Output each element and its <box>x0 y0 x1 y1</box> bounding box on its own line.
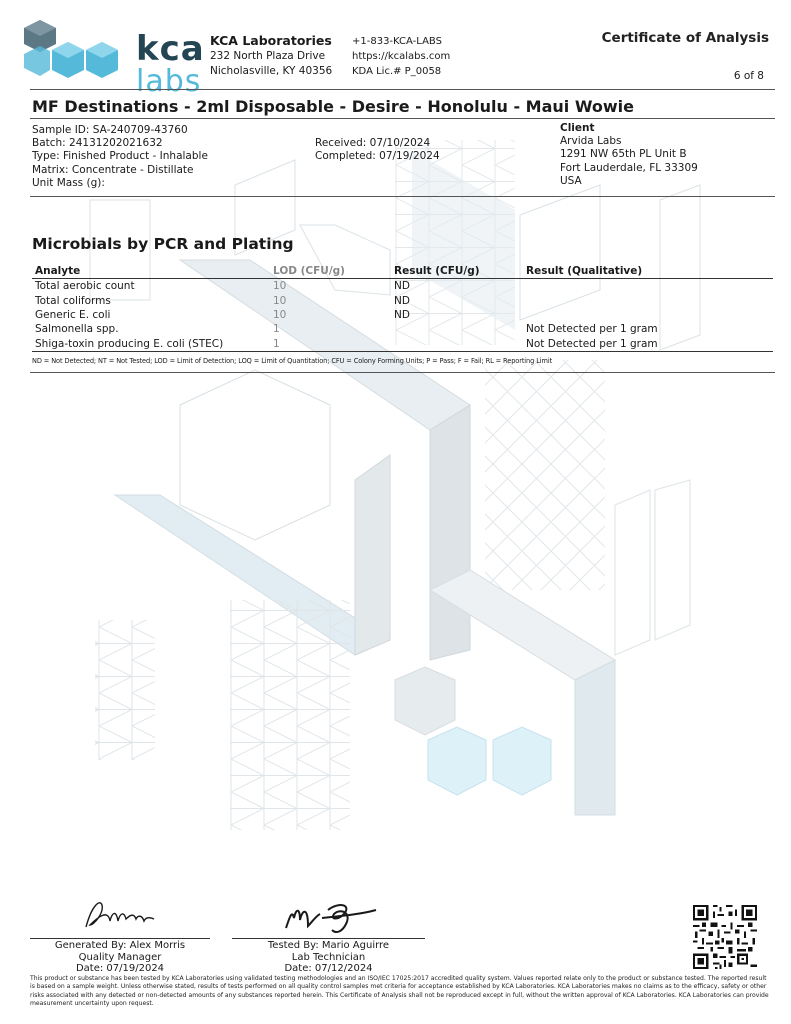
client-name: Arvida Labs <box>560 135 622 148</box>
client-info <box>560 122 698 188</box>
lod-cell: 10 <box>273 294 287 307</box>
completed-date: Completed: 07/19/2024 <box>315 150 440 163</box>
sample-matrix: Matrix: Concentrate - Distillate <box>32 163 194 176</box>
result-qualitative-cell: Not Detected per 1 gram <box>523 337 773 352</box>
lab-license: KDA Lic.# P_0058 <box>352 66 442 77</box>
lab-contact <box>352 34 450 79</box>
title-divider <box>30 118 775 119</box>
lab-name: KCA Laboratories <box>210 33 332 48</box>
header-divider <box>30 89 775 90</box>
lab-address-line1: 232 North Plaza Drive <box>210 50 326 62</box>
table-row <box>32 308 773 322</box>
signature-line-tested <box>232 938 425 939</box>
result-qualitative-cell: Not Detected per 1 gram <box>526 323 658 336</box>
table-row <box>32 337 773 352</box>
product-title: MF Destinations - 2ml Disposable - Desire - Honolulu - Maui Wowie <box>32 97 635 116</box>
sample-type: Type: Finished Product - Inhalable <box>32 150 208 163</box>
lod-cell: 10 <box>273 308 287 321</box>
generated-by-block <box>30 940 210 975</box>
sample-dates <box>315 137 440 163</box>
generated-by-name: Generated By: Alex Morris <box>54 940 186 951</box>
tested-by-block <box>232 940 425 975</box>
client-heading: Client <box>560 122 595 134</box>
lab-website[interactable]: https://kcalabs.com <box>352 51 451 62</box>
lab-phone: +1-833-KCA-LABS <box>352 36 442 47</box>
client-street: 1291 NW 65th PL Unit B <box>560 148 687 161</box>
table-header-row <box>32 264 773 279</box>
column-header-result-qualitative: Result (Qualitative) <box>523 264 773 279</box>
result-cfu-cell <box>391 337 523 352</box>
column-header-lod: LOD (CFU/g) <box>270 264 391 279</box>
section-title: Microbials by PCR and Plating <box>32 235 294 253</box>
sample-id: Sample ID: SA-240709-43760 <box>32 124 188 136</box>
column-header-result-cfu: Result (CFU/g) <box>391 264 523 279</box>
info-divider <box>30 196 775 197</box>
sample-info <box>32 124 208 190</box>
generated-by-role: Quality Manager <box>78 951 162 963</box>
lod-cell: 10 <box>273 280 287 293</box>
unit-mass: Unit Mass (g): <box>32 176 105 189</box>
tested-by-name: Tested By: Mario Aguirre <box>267 940 390 951</box>
result-qualitative-cell <box>523 308 773 322</box>
table-row <box>32 279 773 294</box>
page-number: 6 of 8 <box>733 70 764 82</box>
lod-cell: 1 <box>270 337 391 352</box>
analyte-cell: Salmonella spp. <box>35 323 119 336</box>
result-cfu-cell <box>391 322 523 336</box>
lab-address <box>210 32 332 79</box>
result-qualitative-cell <box>523 279 773 294</box>
generated-by-date: Date: 07/19/2024 <box>75 963 165 975</box>
signature-mario-aguirre <box>282 896 382 940</box>
abbreviation-legend: ND = Not Detected; NT = Not Tested; LOD = Limit of Detection; LOQ = Limit of Quantitation; CFU = Colony Forming Units; P = Pass; F = Fail; RL = Reporting Limit <box>32 357 553 365</box>
tested-by-role: Lab Technician <box>291 951 366 963</box>
analyte-cell: Generic E. coli <box>35 308 111 321</box>
analyte-cell: Shiga-toxin producing E. coli (STEC) <box>32 337 270 352</box>
result-qualitative-cell <box>523 293 773 307</box>
batch: Batch: 24131202021632 <box>32 137 163 150</box>
logo-wordmark-kca: kca <box>136 29 205 69</box>
legal-disclaimer: This product or substance has been tested by KCA Laboratories using validated testing methodologies and an ISO/IEC 17025:2017 accredited quality system. Values reported relate only to the product or substance tested. The reported result is based on a sample weight. Unless otherwise stated, results of tests performed on all quality control samples met criteria for acceptance established by KCA Laboratories. KCA Laboratories makes no claims as to the efficacy, safety or other risks associated with any detected or non-detected amounts of any substances reported herein. This Certificate of Analysis shall not be reproduced except in full, without the written approval of KCA Laboratories. KCA Laboratories can provide measurement uncertainty upon request. <box>30 975 769 1008</box>
result-cfu-cell: ND <box>394 294 410 307</box>
lab-address-line2: Nicholasville, KY 40356 <box>210 65 333 77</box>
analyte-cell: Total aerobic count <box>35 280 135 293</box>
table-row <box>32 293 773 307</box>
signature-line-generated <box>30 938 210 939</box>
result-cfu-cell: ND <box>394 308 410 321</box>
table-row <box>32 322 773 336</box>
client-city: Fort Lauderdale, FL 33309 <box>560 161 698 174</box>
lod-cell: 1 <box>273 323 280 336</box>
column-header-analyte: Analyte <box>32 264 270 279</box>
result-cfu-cell: ND <box>394 280 410 293</box>
client-country: USA <box>560 174 582 187</box>
tested-by-date: Date: 07/12/2024 <box>284 963 373 975</box>
signature-alex-morris <box>80 895 160 933</box>
cube-logo-icon <box>22 18 132 84</box>
analyte-cell: Total coliforms <box>35 294 111 307</box>
document-title: Certificate of Analysis <box>601 30 769 46</box>
received-date: Received: 07/10/2024 <box>315 137 431 149</box>
qr-code-icon[interactable] <box>693 905 757 969</box>
microbials-table <box>32 264 773 352</box>
logo-wordmark-labs: labs <box>136 64 202 99</box>
kca-logo <box>22 18 205 99</box>
legend-divider <box>30 372 775 373</box>
